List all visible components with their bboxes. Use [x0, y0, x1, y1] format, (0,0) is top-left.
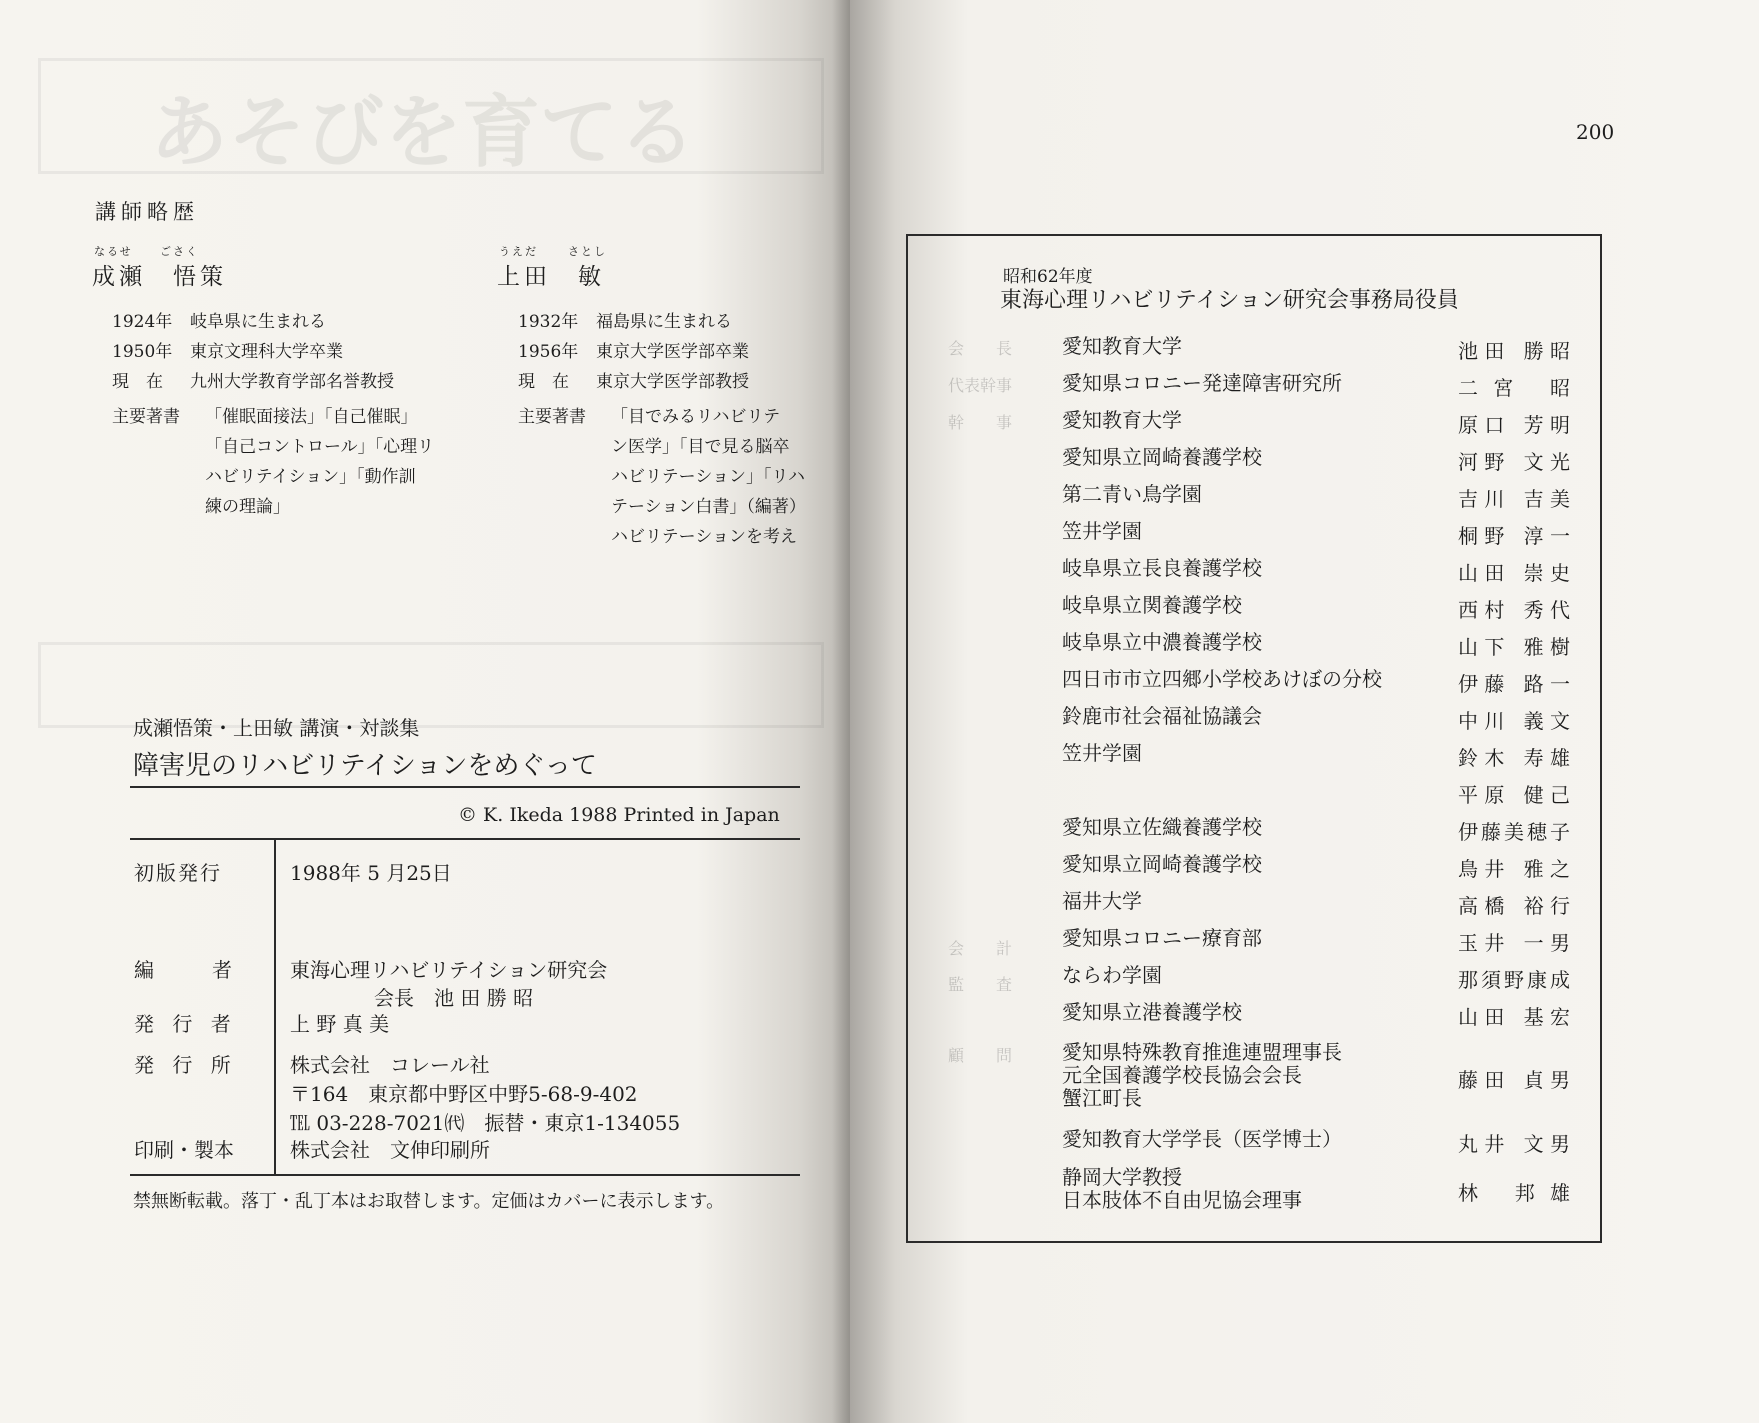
works-line: 「催眠面接法」「自己催眠」 [205, 407, 418, 427]
colophon-value: 上 野 真 美 [290, 1012, 390, 1036]
member-name: 玉井 一男 [1458, 931, 1570, 955]
bio-row [518, 307, 732, 332]
role-label: 監 査 [948, 975, 1021, 994]
member-name: 山田 基宏 [1458, 1005, 1570, 1029]
bio-row [112, 367, 394, 392]
book-series: 成瀬悟策・上田敏 講演・対談集 [133, 716, 420, 740]
role-label: 代表幹事 [948, 376, 1013, 395]
bio-label: 1924年 [112, 312, 173, 332]
member-org: 愛知教育大学 [1062, 408, 1182, 432]
left-page [0, 0, 850, 1423]
colophon-value: 〒164 東京都中野区中野5-68-9-402 [290, 1082, 638, 1106]
colophon-value: 会長 池 田 勝 昭 [374, 986, 534, 1010]
advisor-name: 藤田 貞男 [1458, 1068, 1570, 1092]
bio-label: 現 在 [518, 372, 569, 392]
works [518, 402, 830, 562]
member-name: 池田 勝昭 [1458, 339, 1570, 363]
member-name: 伊藤 路一 [1458, 672, 1570, 696]
member-org: 岐阜県立関養護学校 [1062, 593, 1242, 617]
member-name: 二宮 昭 [1458, 376, 1570, 400]
member-name: 鳥井 雅之 [1458, 857, 1570, 881]
show-through-frame [38, 58, 824, 174]
member-org: 笠井学園 [1062, 741, 1142, 765]
divider [274, 838, 276, 1174]
advisor-org: 静岡大学教授 [1062, 1165, 1182, 1189]
ruby-given: さとし [568, 245, 607, 258]
works-list [205, 402, 434, 522]
member-org: 笠井学園 [1062, 519, 1142, 543]
notice: 禁無断転載。落丁・乱丁本はお取替します。定価はカバーに表示します。 [133, 1191, 725, 1212]
works-line: 「目でみるリハビリテ [611, 407, 781, 427]
works-line: テーション白書」（編著） [611, 497, 806, 517]
ruby-family: うえだ [499, 245, 538, 258]
advisor-org: 元全国養護学校長協会会長 [1062, 1063, 1302, 1087]
officers-title: 東海心理リハビリテイション研究会事務局役員 [1000, 288, 1459, 313]
works-list [611, 402, 806, 552]
book-title: 障害児のリハビリテイションをめぐって [133, 751, 597, 781]
colophon-label: 発 行 者 [134, 1012, 237, 1036]
member-org: 第二青い鳥学園 [1062, 482, 1202, 506]
bio-label: 1956年 [518, 342, 579, 362]
colophon-value: 株式会社 コレール社 [290, 1053, 490, 1077]
member-name: 山下 雅樹 [1458, 635, 1570, 659]
colophon-value: 株式会社 文伸印刷所 [290, 1138, 490, 1162]
bio-label: 1950年 [112, 342, 173, 362]
bio-text: 東京文理科大学卒業 [190, 342, 343, 362]
member-name: 原口 芳明 [1458, 413, 1570, 437]
works-line: ハビリテーション」「リハ [611, 467, 805, 487]
member-name: 平原 健己 [1458, 783, 1570, 807]
section-title: 講師略歴 [95, 200, 199, 224]
works-label: 主要著書 [518, 407, 586, 427]
advisor-name: 丸井 文男 [1458, 1132, 1570, 1156]
advisor-org: 愛知県特殊教育推進連盟理事長 [1062, 1040, 1342, 1064]
bio-text: 福島県に生まれる [596, 312, 732, 332]
colophon-value: ℡ 03-228-7021㈹ 振替・東京1-134055 [290, 1111, 681, 1135]
member-org: 愛知県立佐織養護学校 [1062, 815, 1262, 839]
show-through-text: あそびを育てる [150, 88, 697, 178]
member-org: 岐阜県立長良養護学校 [1062, 556, 1262, 580]
member-name: 桐野 淳一 [1458, 524, 1570, 548]
member-org: ならわ学園 [1062, 963, 1162, 987]
role-label: 顧 問 [948, 1046, 1021, 1065]
member-name: 高橋 裕行 [1458, 894, 1570, 918]
bio-label: 現 在 [112, 372, 163, 392]
works-line: 「自己コントロール」「心理リ [205, 437, 435, 457]
member-org: 愛知県コロニー療育部 [1062, 926, 1262, 950]
divider [130, 786, 800, 788]
page-number: 200 [1576, 120, 1615, 144]
member-name: 伊藤美穂子 [1458, 820, 1570, 844]
bio-text: 九州大学教育学部名誉教授 [190, 372, 394, 392]
advisor-org: 蟹江町長 [1062, 1086, 1142, 1110]
member-org: 四日市市立四郷小学校あけぼの分校 [1062, 667, 1382, 691]
bio-text: 岐阜県に生まれる [190, 312, 326, 332]
member-name: 河野 文光 [1458, 450, 1570, 474]
role-label: 会 長 [948, 339, 1021, 358]
copyright-line: © K. Ikeda 1988 Printed in Japan [458, 804, 780, 826]
advisor-org: 日本肢体不自由児協会理事 [1062, 1188, 1302, 1212]
colophon-label: 初版発行 [134, 861, 222, 885]
works-line: ン医学」「目で見る脳卒 [611, 437, 790, 457]
member-name: 中川 義文 [1458, 709, 1570, 733]
colophon-label: 印刷・製本 [134, 1138, 234, 1162]
member-name: 那須野康成 [1458, 968, 1570, 992]
member-name: 西村 秀代 [1458, 598, 1570, 622]
bio-row [518, 337, 749, 362]
member-org: 愛知県コロニー発達障害研究所 [1062, 371, 1342, 395]
role-label: 会 計 [948, 939, 1021, 958]
works-line: ハビリテーションを考え [611, 527, 797, 547]
ruby-given: ごさく [160, 245, 199, 258]
divider [130, 838, 800, 840]
works [112, 402, 472, 532]
member-org: 岐阜県立中濃養護学校 [1062, 630, 1262, 654]
member-org: 愛知県立港養護学校 [1062, 1000, 1242, 1024]
bio-label: 1932年 [518, 312, 579, 332]
role-label: 幹 事 [948, 413, 1021, 432]
colophon-label: 編 者 [134, 958, 238, 982]
member-org: 鈴鹿市社会福祉協議会 [1062, 704, 1262, 728]
bio-row [518, 367, 749, 392]
colophon-value: 1988年 5 月25日 [290, 861, 452, 885]
member-org: 愛知県立岡崎養護学校 [1062, 852, 1262, 876]
advisor-name: 林 邦雄 [1458, 1181, 1570, 1205]
ruby-family: なるせ [94, 245, 133, 258]
works-label: 主要著書 [112, 407, 180, 427]
bio-row [112, 307, 326, 332]
year-label: 昭和62年度 [1003, 267, 1093, 287]
advisor-org: 愛知教育大学学長（医学博士） [1062, 1127, 1342, 1151]
lecturer-name: 上田 敏 [497, 264, 605, 290]
bio-text: 東京大学医学部卒業 [596, 342, 749, 362]
works-line: ハビリテイション」「動作訓 [205, 467, 416, 487]
member-org: 愛知教育大学 [1062, 334, 1182, 358]
member-org: 愛知県立岡崎養護学校 [1062, 445, 1262, 469]
member-name: 鈴木 寿雄 [1458, 746, 1570, 770]
colophon-value: 東海心理リハビリテイション研究会 [290, 958, 608, 982]
works-line: 練の理論」 [205, 497, 290, 517]
lecturer-name: 成瀬 悟策 [92, 264, 227, 290]
bio-text: 東京大学医学部教授 [596, 372, 749, 392]
member-org: 福井大学 [1062, 889, 1142, 913]
colophon-label: 発 行 所 [134, 1053, 237, 1077]
bio-row [112, 337, 343, 362]
divider [130, 1174, 800, 1176]
member-name: 山田 崇史 [1458, 561, 1570, 585]
member-name: 吉川 吉美 [1458, 487, 1570, 511]
